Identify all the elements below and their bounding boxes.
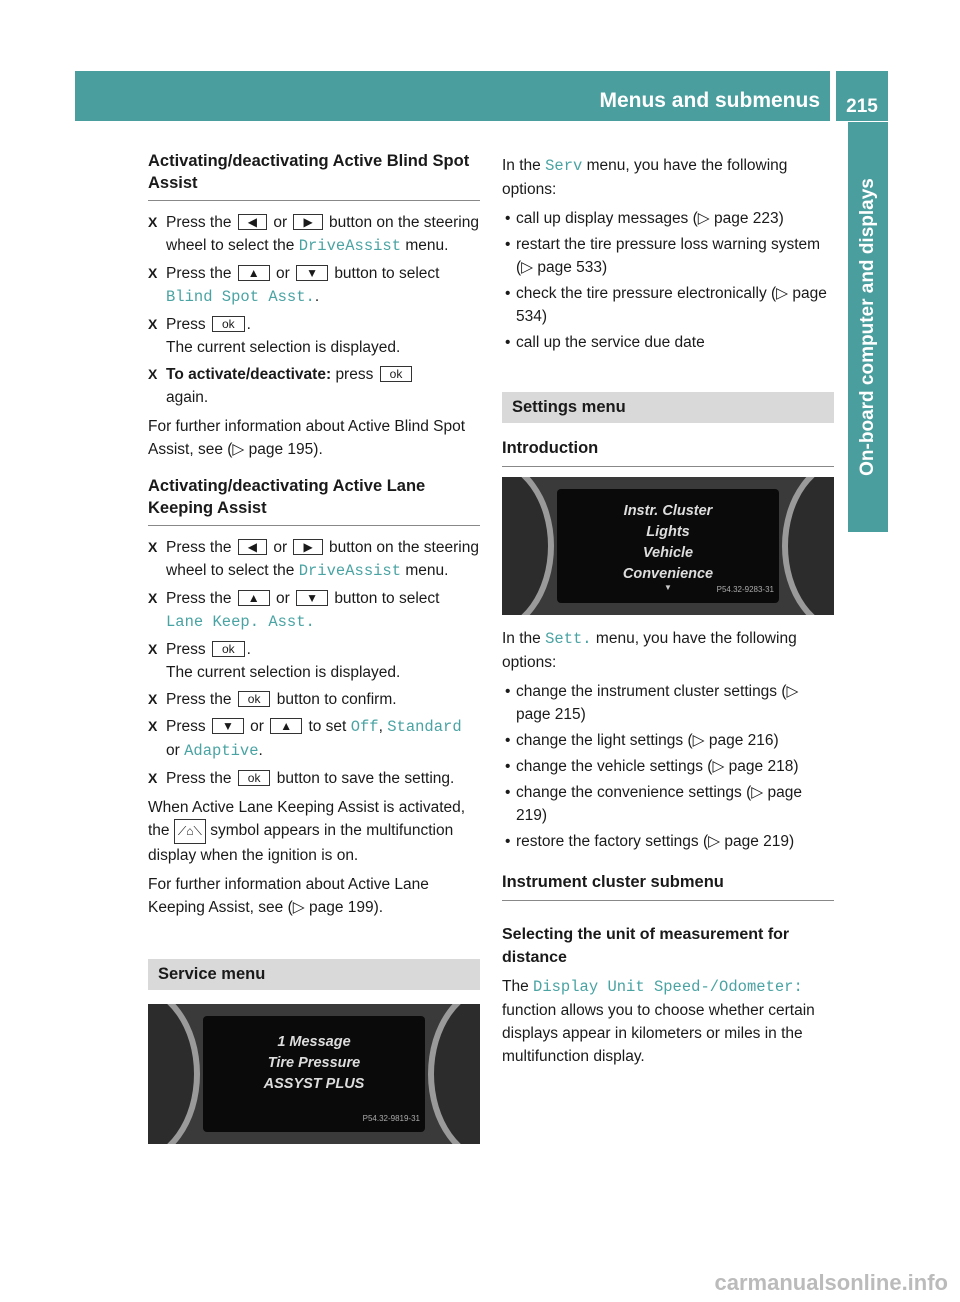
section-title-lane-keeping: Activating/deactivating Active Lane Keeping Assist (148, 475, 480, 526)
step: X Press the ◀ or ▶ button on the steering wheel to select the DriveAssist menu. (148, 211, 480, 258)
screen-line: Convenience (622, 566, 714, 582)
right-arrow-key-icon: ▶ (293, 539, 322, 555)
ok-key-icon: ok (212, 316, 245, 332)
screen-line: Tire Pressure (267, 1055, 361, 1071)
section-band-service: Service menu (148, 959, 480, 990)
left-arrow-key-icon: ◀ (238, 539, 267, 555)
watermark: carmanualsonline.info (714, 1270, 948, 1295)
page-header-title: Menus and submenus (599, 89, 820, 112)
step: X Press ok . The current selection is displayed. (148, 638, 480, 684)
section-band-settings: Settings menu (502, 392, 834, 423)
function-name: Display Unit Speed-/Odometer: (533, 978, 803, 996)
screen-line: Instr. Cluster (623, 503, 713, 519)
list-item: • change the light settings (▷ page 216) (502, 729, 834, 752)
step: X Press ok . The current selection is displayed. (148, 313, 480, 359)
side-tab-marker (848, 488, 888, 528)
step: X Press the ◀ or ▶ button on the steering wheel to select the DriveAssist menu. (148, 536, 480, 583)
note: For further information about Active Lane Keeping Assist, see (▷ page 199). (148, 876, 429, 916)
up-arrow-key-icon: ▲ (270, 718, 302, 734)
lane-keeping-symbol-icon: ⟋⌂⟍ (174, 819, 206, 844)
menu-option: Lane Keep. Asst. (166, 613, 315, 631)
page-number: 215 (836, 71, 888, 121)
paragraph: In the Serv menu, you have the following options: (502, 157, 788, 198)
left-column (148, 150, 480, 1144)
menu-name: Sett. (545, 630, 592, 648)
ok-key-icon: ok (238, 691, 271, 707)
list-item: • restart the tire pressure loss warning system (▷ page 533) (502, 233, 834, 279)
subheading-instrument-cluster: Instrument cluster submenu (502, 871, 834, 901)
up-arrow-key-icon: ▲ (238, 590, 270, 606)
step: X Press the ok button to confirm. (148, 688, 480, 711)
down-arrow-key-icon: ▼ (296, 590, 328, 606)
ok-key-icon: ok (380, 366, 413, 382)
list-item: • call up display messages (▷ page 223) (502, 207, 834, 230)
side-tab-label: On-board computer and displays (857, 178, 878, 476)
note: When Active Lane Keeping Assist is activated, the ⟋⌂⟍ symbol appears in the multifunction display when the ignition is on. (148, 799, 466, 864)
ok-key-icon: ok (212, 641, 245, 657)
menu-name: DriveAssist (298, 562, 402, 580)
image-code: P54.32-9819-31 (362, 1114, 420, 1123)
paragraph: In the Sett. menu, you have the following options: (502, 630, 797, 671)
paragraph: The Display Unit Speed-/Odometer: function allows you to choose whether certain displays appear in kilometers or miles in the multifunction display. (502, 978, 815, 1065)
down-arrow-key-icon: ▼ (296, 265, 328, 281)
screen-line: Lights (646, 524, 690, 540)
step: X Press the ▲ or ▼ button to select Blind Spot Asst.. (148, 262, 480, 309)
menu-option: Blind Spot Asst. (166, 288, 315, 306)
note: For further information about Active Blind Spot Assist, see (▷ page 195). (148, 418, 466, 458)
image-code: P54.32-9283-31 (716, 585, 774, 594)
screen-line: Vehicle (642, 545, 694, 561)
step: X Press ▼ or ▲ to set Off, Standard or Adaptive. (148, 715, 480, 763)
settings-menu-image (502, 477, 834, 615)
ok-key-icon: ok (238, 770, 271, 786)
step: X Press the ▲ or ▼ button to select Lane Keep. Asst. (148, 587, 480, 634)
screen-line: ASSYST PLUS (263, 1076, 365, 1092)
down-arrow-key-icon: ▼ (212, 718, 244, 734)
service-menu-image (148, 1004, 480, 1144)
menu-name: Serv (545, 157, 583, 175)
list-item: • check the tire pressure electronically (▷ page 534) (502, 282, 834, 328)
right-column (502, 150, 834, 1074)
subheading-unit: Selecting the unit of measurement for distance (502, 926, 790, 966)
header-bar (75, 71, 830, 121)
list-item: • restore the factory settings (▷ page 219) (502, 830, 834, 853)
menu-name: DriveAssist (298, 237, 402, 255)
screen-line: 1 Message (277, 1034, 351, 1050)
up-arrow-key-icon: ▲ (238, 265, 270, 281)
right-arrow-key-icon: ▶ (293, 214, 322, 230)
section-title-blind-spot: Activating/deactivating Active Blind Spot Assist (148, 150, 480, 201)
list-item: • call up the service due date (502, 331, 834, 354)
down-arrow-icon: ▼ (664, 583, 672, 592)
left-arrow-key-icon: ◀ (238, 214, 267, 230)
list-item: • change the instrument cluster settings (▷ page 215) (502, 680, 834, 726)
step: X To activate/deactivate: press ok again. (148, 363, 480, 409)
list-item: • change the vehicle settings (▷ page 218) (502, 755, 834, 778)
step: X Press the ok button to save the setting. (148, 767, 480, 790)
subheading-introduction: Introduction (502, 437, 834, 467)
list-item: • change the convenience settings (▷ page 219) (502, 781, 834, 827)
